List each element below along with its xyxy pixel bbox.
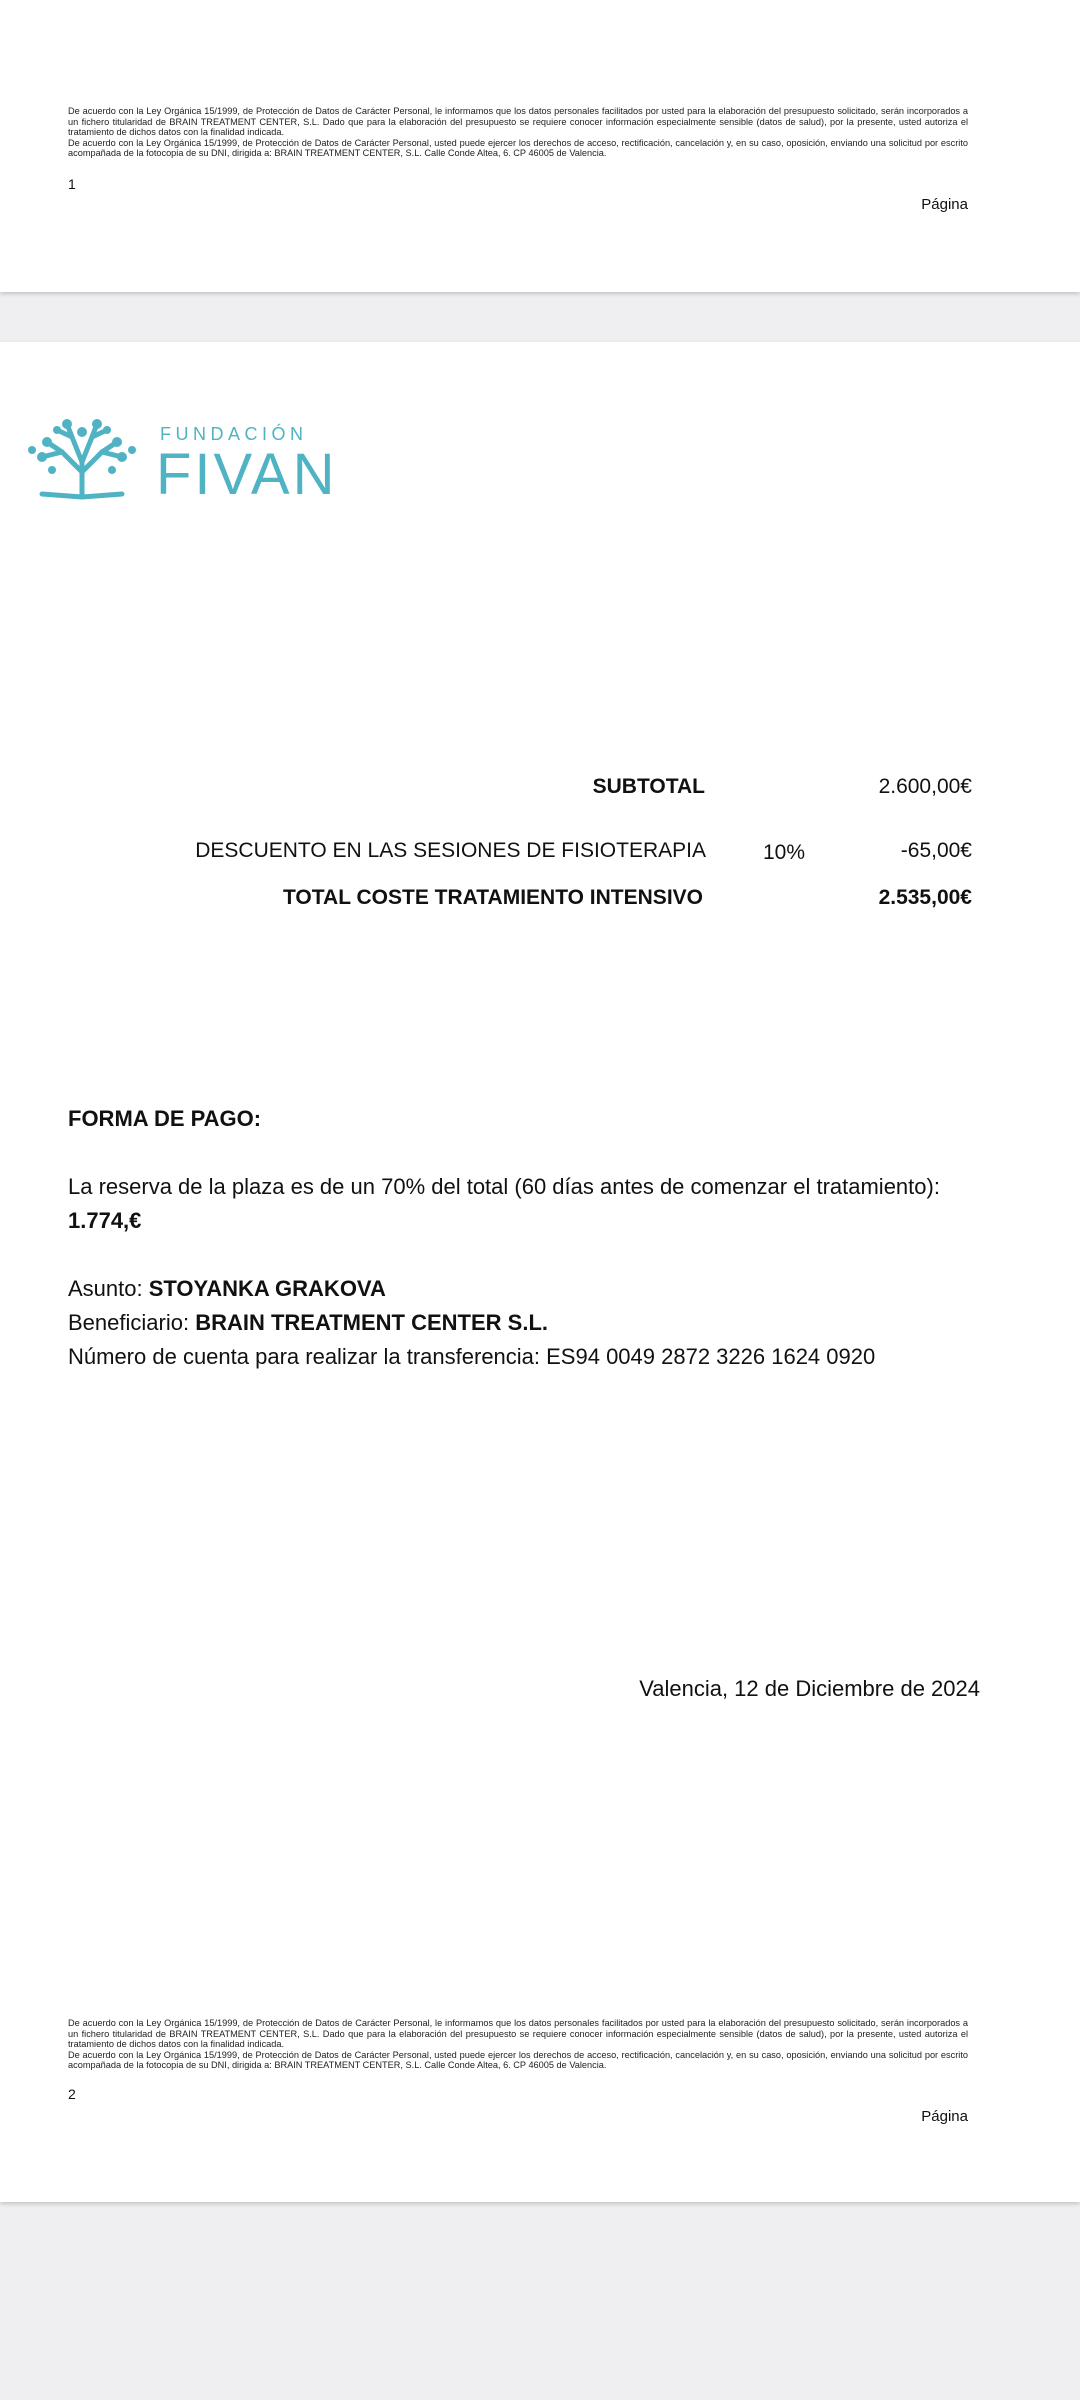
discount-label: DESCUENTO EN LAS SESIONES DE FISIOTERAPIA [195, 839, 706, 862]
subtotal-value: 2.600,00€ [878, 775, 972, 798]
logo-supertitle: FUNDACIÓN [160, 424, 308, 444]
subject-line [68, 1272, 988, 1306]
legal-paragraph-2: De acuerdo con la Ley Orgánica 15/1999, de Protección de Datos de Carácter Personal, usted puede ejercer los derechos de acceso, rectificación, cancelación y, en su caso, oposición, enviando una solicitud por escrito acompañada de la fotocopia de su DNI, dirigida a: BRAIN TREATMENT CENTER, S.L. Calle Conde Altea, 6. CP 46005 de Valencia. [68, 2049, 968, 2071]
discount-value: -65,00€ [900, 839, 972, 862]
tree-logo-icon [22, 412, 142, 502]
page-number: 2 [68, 2086, 76, 2102]
beneficiary-line [68, 1306, 988, 1340]
legal-paragraph-1: De acuerdo con la Ley Orgánica 15/1999, de Protección de Datos de Carácter Personal, le informamos que los datos personales facilitados por usted para la elaboración del presupuesto solicitado, serán incorporados a un fichero titularidad de BRAIN TREATMENT CENTER, S.L. Dado que para la elaboración del presupuesto se requiere conocer información especialmente sensible (datos de salud), por la presente, usted autoriza el tratamiento de dichos datos con la finalidad indicada. [68, 2018, 968, 2050]
page-label: Página [921, 2108, 968, 2125]
reservation-amount: 1.774,€ [68, 1208, 142, 1233]
page-2 [0, 342, 1080, 2202]
legal-paragraph-2: De acuerdo con la Ley Orgánica 15/1999, de Protección de Datos de Carácter Personal, usted puede ejercer los derechos de acceso, rectificación, cancelación y, en su caso, oposición, enviando una solicitud por escrito acompañada de la fotocopia de su DNI, dirigida a: BRAIN TREATMENT CENTER, S.L. Calle Conde Altea, 6. CP 46005 de Valencia. [68, 137, 968, 159]
account-line: Número de cuenta para realizar la transferencia: ES94 0049 2872 3226 1624 0920 [68, 1344, 876, 1369]
legal-paragraph-1: De acuerdo con la Ley Orgánica 15/1999, de Protección de Datos de Carácter Personal, le informamos que los datos personales facilitados por usted para la elaboración del presupuesto solicitado, serán incorporados a un fichero titularidad de BRAIN TREATMENT CENTER, S.L. Dado que para la elaboración del presupuesto se requiere conocer información especialmente sensible (datos de salud), por la presente, usted autoriza el tratamiento de dichos datos con la finalidad indicada. [68, 106, 968, 138]
beneficiary-label: Beneficiario: [68, 1310, 196, 1335]
subject-label: Asunto: [68, 1276, 149, 1301]
reservation-text: La reserva de la plaza es de un 70% del total (60 días antes de comenzar el tratamiento): [68, 1174, 940, 1199]
page-number: 1 [68, 176, 76, 192]
subject-value: STOYANKA GRAKOVA [148, 1276, 386, 1301]
page-label: Página [921, 196, 968, 213]
beneficiary-value: BRAIN TREATMENT CENTER S.L. [195, 1310, 548, 1335]
total-label: TOTAL COSTE TRATAMIENTO INTENSIVO [282, 886, 703, 909]
page-1 [0, 0, 1080, 292]
place-date: Valencia, 12 de Diciembre de 2024 [639, 1676, 980, 1701]
total-value: 2.535,00€ [878, 886, 972, 909]
payment-heading: FORMA DE PAGO: [68, 1106, 262, 1131]
legal-notice-2 [68, 2018, 968, 2071]
discount-percent: 10% [763, 841, 806, 864]
logo-title: FIVAN [156, 442, 338, 507]
fivan-logo [22, 412, 338, 507]
subtotal-label: SUBTOTAL [592, 775, 705, 798]
legal-notice [68, 106, 968, 159]
